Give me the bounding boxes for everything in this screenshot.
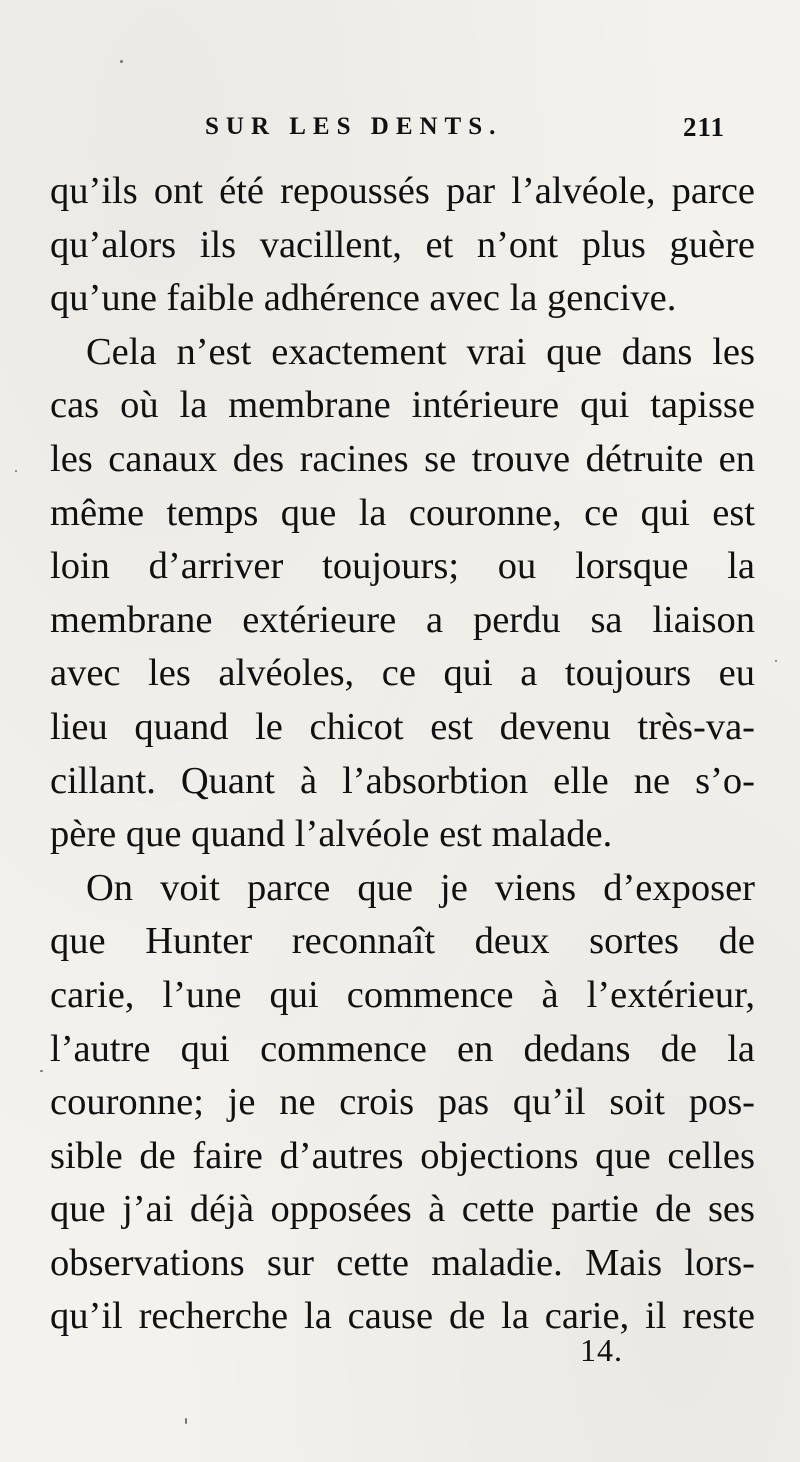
text-line: père que quand l’alvéole est malade. bbox=[50, 813, 613, 856]
text-line: loin d’arriver toujours; ou lorsque la bbox=[50, 545, 755, 588]
text-line: carie, l’une qui commence à l’extérieur, bbox=[50, 973, 755, 1016]
paper-speck bbox=[40, 1070, 43, 1072]
text-line: que Hunter reconnaît deux sortes de bbox=[50, 920, 755, 963]
text-line: lieu quand le chicot est devenu très-va- bbox=[50, 705, 755, 748]
text-line: cillant. Quant à l’absorbtion elle ne s’o- bbox=[50, 759, 755, 802]
text-line: qu’ils ont été repoussés par l’alvéole, parce bbox=[50, 170, 755, 212]
body-text bbox=[50, 165, 755, 1344]
signature-mark: 14. bbox=[580, 1332, 623, 1368]
text-line: On voit parce que je viens d’exposer bbox=[86, 866, 755, 909]
page-number: 211 bbox=[682, 112, 725, 142]
paper-speck bbox=[120, 60, 123, 63]
text-line: qu’alors ils vacillent, et n’ont plus guère bbox=[50, 223, 755, 266]
text-line: observations sur cette maladie. Mais lors- bbox=[50, 1241, 755, 1284]
text-line: qu’il recherche la cause de la carie, il reste bbox=[50, 1295, 755, 1338]
paper-speck bbox=[15, 470, 17, 472]
text-line: même temps que la couronne, ce qui est bbox=[50, 491, 755, 534]
text-line: avec les alvéoles, ce qui a toujours eu bbox=[50, 652, 755, 695]
running-head: SUR LES DENTS. bbox=[205, 113, 503, 140]
paper-speck bbox=[185, 1418, 187, 1424]
page-header bbox=[205, 110, 725, 144]
text-line: cas où la membrane intérieure qui tapisse bbox=[50, 384, 755, 427]
paper-speck bbox=[775, 660, 777, 662]
text-line: que j’ai déjà opposées à cette partie de ses bbox=[50, 1188, 755, 1231]
text-line: Cela n’est exactement vrai que dans les bbox=[86, 330, 755, 373]
text-line: l’autre qui commence en dedans de la bbox=[50, 1027, 755, 1070]
text-line: membrane extérieure a perdu sa liaison bbox=[50, 598, 755, 641]
text-line: couronne; je ne crois pas qu’il soit pos- bbox=[50, 1081, 755, 1124]
text-line: qu’une faible adhérence avec la gencive. bbox=[50, 277, 677, 320]
text-line: les canaux des racines se trouve détruite en bbox=[50, 437, 755, 480]
text-line: sible de faire d’autres objections que celles bbox=[50, 1134, 755, 1177]
